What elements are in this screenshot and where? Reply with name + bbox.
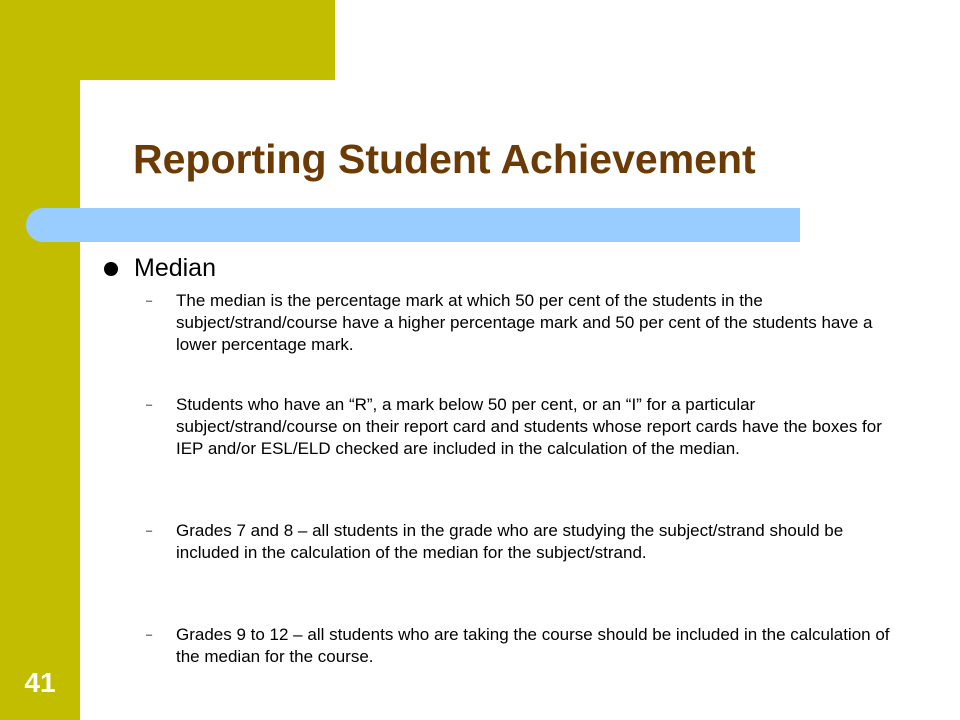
- title-underline-bar: [26, 208, 800, 242]
- subitem-text: Grades 7 and 8 – all students in the grade who are studying the subject/strand should be included in the calculation of the median for the subject/strand.: [176, 521, 844, 562]
- bullet-dot-icon: [104, 262, 118, 276]
- slide-number: 41: [24, 667, 56, 698]
- dash-icon: –: [146, 629, 153, 641]
- subitem-1: [146, 290, 896, 356]
- subitem-2: [146, 394, 896, 460]
- bullet-label: Median: [134, 254, 216, 282]
- subitem-text: The median is the percentage mark at which 50 per cent of the students in the subject/strand/course have a higher percentage mark and 50 per cent of the students have a lower percentage mark.: [176, 291, 873, 354]
- dash-icon: –: [146, 399, 153, 411]
- subitem-text: Students who have an “R”, a mark below 50 per cent, or an “I” for a particular subject/strand/course on their report card and students whose report cards have the boxes for IEP and/or ESL/ELD checked are included in the calculation of the median.: [176, 395, 882, 458]
- top-accent-band: [0, 0, 335, 80]
- dash-icon: –: [146, 525, 153, 537]
- subitem-text: Grades 9 to 12 – all students who are taking the course should be included in the calculation of the median for the course.: [176, 625, 890, 666]
- subitem-3: [146, 520, 896, 564]
- slide-title: Reporting Student Achievement: [133, 136, 756, 182]
- bullet-median: [104, 254, 216, 283]
- left-accent-band: [0, 0, 80, 720]
- dash-icon: –: [146, 295, 153, 307]
- subitem-4: [146, 624, 896, 668]
